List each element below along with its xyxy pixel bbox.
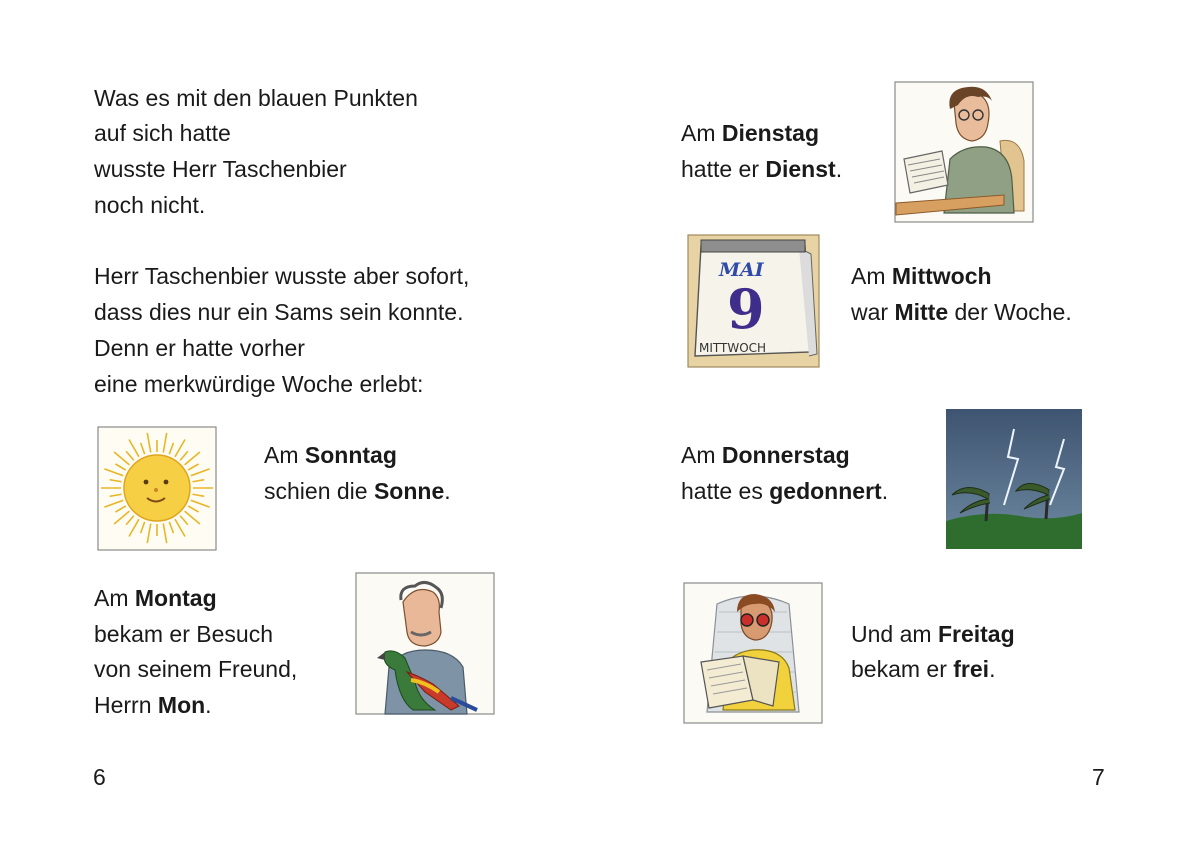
keyword-donnerstag: Donnerstag [721,442,850,468]
keyword-mittwoch: Mittwoch [891,263,992,289]
sonntag-line-1: Am Sonntag [264,442,397,468]
keyword-montag: Montag [134,585,217,611]
intro-line-1: Was es mit den blauen Punkten [94,85,418,111]
intro-line-7: Denn er hatte vorher [94,335,305,361]
calendar-weekday: MITTWOCH [699,341,767,355]
man-reading-illustration [683,582,823,724]
donnerstag-line-1: Am Donnerstag [681,442,850,468]
page-number-right: 7 [1092,764,1105,790]
keyword-sonntag: Sonntag [304,442,397,468]
intro-line-4: noch nicht. [94,192,206,218]
thunderstorm-illustration [946,409,1082,549]
keyword-mon: Mon [157,692,206,718]
calendar-day: 9 [727,277,765,341]
keyword-mitte: Mitte [894,299,949,325]
montag-line-2: bekam er Besuch [94,621,273,647]
sun-illustration [97,426,217,551]
keyword-gedonnert: gedonnert [769,478,882,504]
keyword-freitag: Freitag [937,621,1015,647]
freitag-line-1: Und am Freitag [851,621,1015,647]
montag-line-4: Herrn Mon. [94,692,212,718]
keyword-dienst: Dienst [765,156,836,182]
calendar-illustration [687,234,820,368]
keyword-frei: frei [953,656,990,682]
intro-line-8: eine merkwürdige Woche erlebt: [94,371,424,397]
intro-line-2: auf sich hatte [94,120,231,146]
keyword-sonne: Sonne [373,478,445,504]
intro-line-5: Herr Taschenbier wusste aber sofort, [94,263,470,289]
sonntag-line-2: schien die Sonne. [264,478,451,504]
dienstag-line-1: Am Dienstag [681,120,820,146]
man-with-parrot-illustration [355,572,495,715]
intro-line-6: dass dies nur ein Sams sein konnte. [94,299,464,325]
man-at-desk-illustration [894,81,1034,223]
page-number-left: 6 [93,764,106,790]
calendar-month: MAI [719,259,764,281]
mittwoch-line-1: Am Mittwoch [851,263,992,289]
dienstag-line-2: hatte er Dienst. [681,156,843,182]
intro-line-3: wusste Herr Taschenbier [94,156,347,182]
montag-line-1: Am Montag [94,585,217,611]
keyword-dienstag: Dienstag [721,120,820,146]
montag-line-3: von seinem Freund, [94,656,298,682]
donnerstag-line-2: hatte es gedonnert. [681,478,889,504]
mittwoch-line-2: war Mitte der Woche. [851,299,1072,325]
freitag-line-2: bekam er frei. [851,656,996,682]
